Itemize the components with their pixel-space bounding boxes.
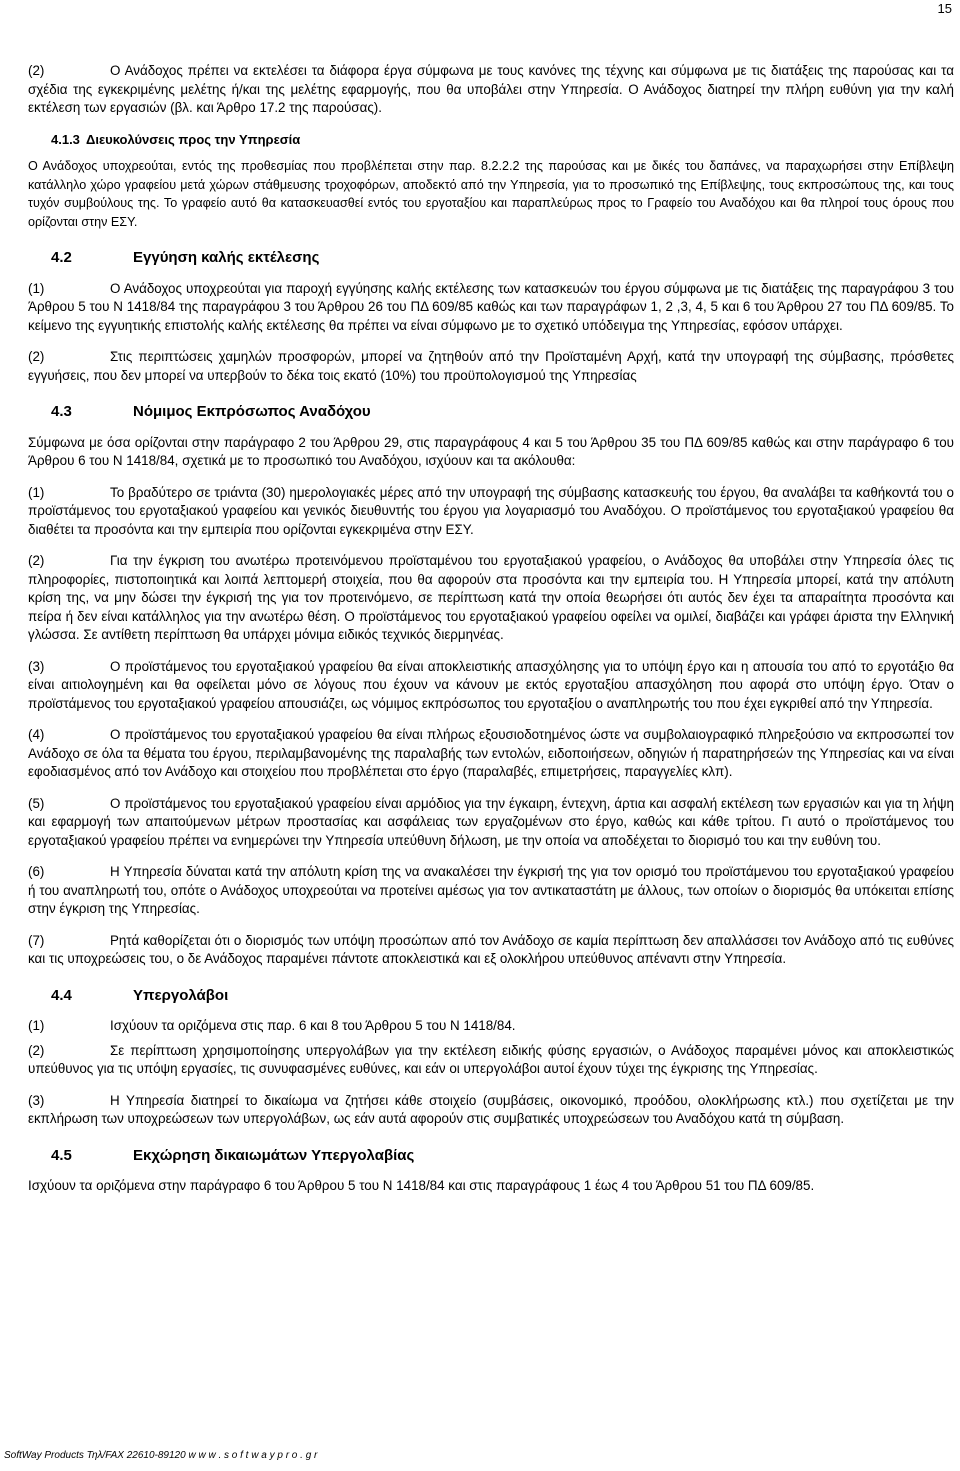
paragraph-text: Ισχύουν τα οριζόμενα στις παρ. 6 και 8 του Άρθρου 5 του Ν 1418/84. [110, 1018, 516, 1033]
paragraph-number: (1) [28, 484, 45, 500]
section-number: 4.2 [51, 249, 72, 266]
section-title: Εκχώρηση δικαιωμάτων Υπεργολαβίας [133, 1146, 415, 1164]
section-number: 4.4 [51, 986, 72, 1004]
page-number: 15 [937, 1, 952, 16]
paragraph-text: Ρητά καθορίζεται ότι ο διορισμός των υπόψη προσώπων από τον Ανάδοχο σε καμία περίπτωση δεν απαλλάσσει τον Ανάδοχο από τις ευθύνες και τις υποχρεώσεις του, ο δε Ανάδοχος παραμένει πάντοτε αποκλειστικά και εξ ολοκλήρου υπεύθυνος απέναντι στην Υπηρεσία. [28, 932, 954, 966]
paragraph-text: Στις περιπτώσεις χαμηλών προσφορών, μπορεί να ζητηθούν από την Προϊσταμένη Αρχή, κατά την υπογραφή της σύμβασης, πρόσθετες εγγυήσεις, που δεν μπορεί να υπερβούν το δέκα τοις εκατό (10%) του προϋπολογισμού της Υπηρεσίας [28, 349, 954, 383]
section-4-5-paragraph [28, 1177, 954, 1196]
paragraph-text: Το βραδύτερο σε τριάντα (30) ημερολογιακές μέρες από την υπογραφή της σύμβασης κατασκευής του έργου, θα αναλάβει τα καθήκοντά του ο προϊστάμενος του εργοταξιακού γραφείου και γενικός διευθυντής του έργου για λογαριασμό του Αναδόχου. Ο προϊστάμενος του εργοταξιακού γραφείου θα διαθέτει τα προσόντα και την εμπειρία που ορίζονται εγκεκριμένα στην ΕΣΥ. [28, 484, 954, 537]
section-title: Διευκολύνσεις προς την Υπηρεσία [86, 131, 301, 147]
section-4-3-item-2 [28, 552, 954, 645]
section-4-4-item-3 [28, 1092, 954, 1129]
paragraph-text: Ο Ανάδοχος υποχρεούται για παροχή εγγύησης καλής εκτέλεσης των κατασκευών του έργου σύμφωνα με τις διατάξεις της παραγράφου 3 του Άρθρου 5 του Ν 1418/84 της παραγράφου 3 του Άρθρου 26 του ΠΔ 609/85 καθώς και των παραγράφων 1, 2 ,3, 4, 5 και 6 του Άρθρου 27 του ΠΔ 609/85. Το κείμενο της εγγυητικής επιστολής καλής εκτέλεσης θα πρέπει να είναι σύμφωνο με το σχετικό υπόδειγμα της Υπηρεσίας, εφόσον υπάρχει. [28, 280, 954, 333]
paragraph-number: (4) [28, 727, 45, 742]
section-4-4-item-1 [28, 1017, 954, 1036]
intro-paragraph [28, 62, 954, 118]
section-number: 4.1.3 [51, 131, 80, 147]
paragraph-text: Η Υπηρεσία διατηρεί το δικαίωμα να ζητήσει κάθε στοιχείο (συμβάσεις, οικονομικό, προόδου, ολοκλήρωσης κτλ.) που σχετίζεται με την εκπλήρωση των υποχρεώσεων των υπεργολάβων, ως εάν αυτά αφορούν στις συμβατικές υποχρεώσεων του Αναδόχου κατά τη σύμβαση. [28, 1092, 954, 1126]
paragraph-number: (6) [28, 864, 45, 879]
paragraph-number: (2) [28, 63, 45, 78]
section-4-1-3-paragraph [28, 157, 954, 231]
section-4-3-item-3 [28, 658, 954, 714]
section-title: Υπεργολάβοι [133, 986, 229, 1004]
section-4-3-intro [28, 434, 954, 471]
paragraph-text: Ο Ανάδοχος πρέπει να εκτελέσει τα διάφορα έργα σύμφωνα με τους κανόνες της τέχνης και σύμφωνα με τις διατάξεις της παρούσας και τα σχέδια της εγκεκριμένης μελέτης ή/και της μελέτης εφαρμογής, που θα υποβάλει στην Υπηρεσία. Ο Ανάδοχος διατηρεί την πλήρη ευθύνη για την καλή εκτέλεση των εργασιών (βλ. και Άρθρο 17.2 της παρούσας). [28, 63, 954, 115]
paragraph-number: (5) [28, 795, 45, 811]
section-4-2-item-2 [28, 348, 954, 385]
paragraph-text: Σε περίπτωση χρησιμοποίησης υπεργολάβων για την εκτέλεση ειδικής φύσης εργασιών, ο Ανάδοχος παραμένει μόνος και αποκλειστικώς υπεύθυνος για τις υπόψη εργασίες, τις συνυφασμένες ευθύνες, και εάν οι υπεργολάβοι αυτοί έχουν τύχει της έγκρισης της Υπηρεσίας. [28, 1042, 954, 1076]
section-heading-4-5 [28, 1147, 954, 1166]
paragraph-number: (2) [28, 349, 45, 364]
paragraph-number: (2) [28, 553, 45, 568]
paragraph-text: Για την έγκριση του ανωτέρω προτεινόμενου προϊσταμένου του εργοταξιακού γραφείου, ο Ανάδοχος θα υποβάλει στην Υπηρεσία όλες τις πληροφορίες, πιστοποιητικά και λοιπά λεπτομερή στοιχεία, που θα αφορούν στα προσόντα και την εμπειρία του. Η Υπηρεσία μπορεί, κατά την απόλυτη κρίση της, να μην δώσει την έγκρισή της για τον προτεινόμενο, σε περίπτωση κατά την οποία θεωρήσει ότι αυτός δεν έχει τα απαραίτητα προσόντα και πείρα ή δεν είναι κατάλληλος για την ανωτέρω θέση. Ο προϊστάμενος του εργοταξιακού γραφείου οφείλει να ομιλεί, διαβάζει και γράφει άριστα την Ελληνική γλώσσα. Σε αντίθετη περίπτωση θα υπάρχει μόνιμα ειδικός τεχνικός διερμηνέας. [28, 553, 954, 642]
paragraph-text: Ο προϊστάμενος του εργοταξιακού γραφείου θα είναι αποκλειστικής απασχόλησης για το υπόψη έργο και η απουσία του από το εργοτάξιο θα είναι αιτιολογημένη και θα οφείλεται μόνο σε λόγους που έχουν να κάνουν με εκτός εργοταξίου απασχόληση που αφορά στο υπόψη έργο. Όταν ο προϊστάμενος του εργοταξιακού γραφείου απουσιάζει, ως νόμιμος εκπρόσωπος του εργοταξίου ο αναπληρωτής του που έχει εγκριθεί από την Υπηρεσία. [28, 658, 954, 711]
section-heading-4-1-3 [28, 131, 954, 150]
section-number: 4.5 [51, 1146, 72, 1164]
section-heading-4-4 [28, 987, 954, 1006]
document-body [28, 62, 954, 1209]
section-title: Νόμιμος Εκπρόσωπος Αναδόχου [133, 403, 371, 420]
section-4-3-item-6 [28, 863, 954, 919]
paragraph-number: (1) [28, 1018, 45, 1033]
section-number: 4.3 [51, 403, 72, 420]
paragraph-text: Ο προϊστάμενος του εργοταξιακού γραφείου θα είναι πλήρως εξουσιοδοτημένος ώστε να συμβολαιογραφικό πληρεξούσιο να εκπροσωπεί τον Ανάδοχο σε όλα τα θέματα του έργου, περιλαμβανομένης της παραλαβής των εντολών, ειδοποιήσεων, οδηγιών ή παρατηρήσεών της Υπηρεσίας και να είναι εφοδιασμένος από τον Ανάδοχο και στοιχείου που προβλέπεται στο έργο (παραλαβές, επιμετρήσεις, παραγγελίες κλπ). [28, 727, 954, 779]
paragraph-number: (1) [28, 280, 45, 296]
section-heading-4-2 [28, 249, 954, 268]
paragraph-text: Ο Ανάδοχος υποχρεούται, εντός της προθεσμίας που προβλέπεται στην παρ. 8.2.2.2 της παρούσας και με δικές του δαπάνες, να παραχωρήσει στην Επίβλεψη κατάλληλο χώρο γραφείου μετά χώρων στάθμευσης τροχοφόρων, αποδεκτό από την Υπηρεσία, για το προσωπικό της Επίβλεψης, τους εκπροσώπους της, και τους τυχόν συμβούλους της. Το γραφείο αυτό θα κατασκευασθεί εντός του εργοταξίου και παραπλεύρως προς το Γραφείο του Αναδόχου και θα πληροί τους όρους που ορίζονται στην ΕΣΥ. [28, 159, 954, 229]
section-4-3-item-4 [28, 726, 954, 782]
paragraph-text: Σύμφωνα με όσα ορίζονται στην παράγραφο 2 του Άρθρου 29, στις παραγράφους 4 και 5 του Άρθρου 35 του ΠΔ 609/85 καθώς και στην παράγραφο 6 του Άρθρου 6 του Ν 1418/84, σχετικά με το προσωπικό του Αναδόχου, ισχύουν και τα ακόλουθα: [28, 434, 954, 468]
paragraph-number: (7) [28, 932, 45, 948]
paragraph-text: Ο προϊστάμενος του εργοταξιακού γραφείου είναι αρμόδιος για την έγκαιρη, έντεχνη, άρτια και ασφαλή εκτέλεση των εργασιών και για τη λήψη και εφαρμογή των απαιτούμενων μέτρων προστασίας και ασφάλειας των εργαζομένων στο έργο, καθώς και κάθε τρίτου. Γι αυτό ο προϊστάμενος του εργοταξιακού γραφείου πρέπει να ενημερώνει την Υπηρεσία υπεύθυνη δήλωση, με την οποία να αποδέχεται το διορισμό του και την ευθύνη του. [28, 795, 954, 848]
section-4-3-item-5 [28, 795, 954, 851]
paragraph-number: (3) [28, 658, 45, 674]
paragraph-number: (3) [28, 1092, 45, 1108]
paragraph-number: (2) [28, 1042, 45, 1058]
section-4-2-item-1 [28, 280, 954, 336]
section-title: Εγγύηση καλής εκτέλεσης [133, 249, 320, 266]
paragraph-text: Η Υπηρεσία δύναται κατά την απόλυτη κρίση της να ανακαλέσει την έγκρισή της για τον ορισμό του προϊστάμενου του εργοταξιακού γραφείου ή του αναπληρωτή του, οπότε ο Ανάδοχος υποχρεούται να προτείνει αμέσως για τον αντικαταστάτη με άλλους, των οποίων ο διορισμός θα υπόκειται επίσης στην έγκριση της Υπηρεσίας. [28, 864, 954, 916]
section-4-3-item-1 [28, 484, 954, 540]
footer-text: SoftWay Products Τηλ/FAX 22610-89120 w w w . s o f t w a y p r o . g r [4, 1450, 318, 1461]
section-4-3-item-7 [28, 932, 954, 969]
section-heading-4-3 [28, 403, 954, 422]
paragraph-text: Ισχύουν τα οριζόμενα στην παράγραφο 6 του Άρθρου 5 του Ν 1418/84 και στις παραγράφους 1 έως 4 του Άρθρου 51 του ΠΔ 609/85. [28, 1178, 815, 1193]
section-4-4-item-2 [28, 1042, 954, 1079]
